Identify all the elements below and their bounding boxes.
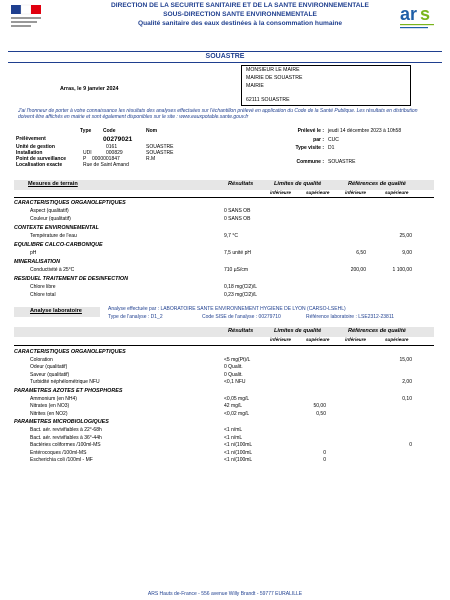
meta-prelevement-code: 00279021	[103, 136, 133, 143]
terrain-row-label: Chlore total	[30, 292, 56, 298]
address-line-4: 62111 SOUASTRE	[246, 97, 290, 103]
meta-commune-val: SOUASTRE	[328, 159, 356, 165]
labo-row-label: Coloration	[30, 356, 53, 363]
ars-logo	[398, 0, 438, 34]
meta-point-label: Point de surveillance	[16, 156, 67, 162]
labo-row-label: Entérocoques /100ml-MS	[30, 449, 87, 456]
address-line-3: MAIRIE	[246, 83, 264, 89]
terrain-col-resultats: Résultats	[228, 181, 254, 187]
labo-row-value: <0,05 mg/L	[224, 395, 250, 402]
labo-row-label: Bactéries coliformes /100ml-MS	[30, 442, 101, 449]
meta-type-visite-label: Type visite :	[295, 145, 324, 151]
meta-col-type: Type	[80, 128, 92, 134]
address-line-1: MONSIEUR LE MAIRE	[246, 67, 300, 73]
terrain-title: Mesures de terrain	[28, 181, 78, 187]
meta-preleve-label: Prélevé le :	[297, 128, 324, 134]
terrain-row-value: 9,7 °C	[224, 233, 238, 239]
meta-col-code: Code	[103, 128, 116, 134]
meta-localisation-val: Rue de Saint Amand	[83, 162, 129, 168]
terrain-row-ref-sup: 1 100,00	[392, 267, 412, 273]
labo-row-limit-sup: 50,00	[313, 403, 326, 410]
meta-point-code: 0000001847	[92, 156, 120, 162]
labo-row-value: <0,02 mg/L	[224, 410, 250, 417]
terrain-col-limites: Limites de qualité	[274, 181, 322, 187]
terrain-row-value: 7,5 unité pH	[224, 250, 251, 256]
labo-row-label: Turbidité néphélométrique NFU	[30, 379, 100, 386]
terrain-row-ref-sup: 9,00	[402, 250, 412, 256]
terrain-row-label: Température de l'eau	[30, 233, 77, 239]
terrain-row-label: Aspect (qualitatif)	[30, 208, 69, 214]
terrain-section-title: CONTEXTE ENVIRONNEMENTAL	[14, 225, 99, 231]
meta-point-nom: R.M	[146, 156, 156, 162]
terrain-row-label: Couleur (qualitatif)	[30, 216, 71, 222]
labo-row-ref-sup: 0,10	[402, 395, 412, 402]
terrain-row-value: 0 SANS OB	[224, 208, 251, 214]
labo-section-title: PARAMETRES AZOTES ET PHOSPHORES	[14, 388, 123, 394]
svg-text:ar: ar	[400, 4, 418, 24]
labo-col-limites: Limites de qualité	[274, 328, 322, 334]
labo-row-value: 0 Qualit.	[224, 371, 243, 378]
labo-row-value: 0 Qualit.	[224, 364, 243, 371]
terrain-row-ref-inf: 200,00	[350, 267, 366, 273]
meta-unite-label: Unité de gestion	[16, 144, 55, 150]
labo-section-title: CARACTERISTIQUES ORGANOLEPTIQUES	[14, 349, 126, 355]
meta-par-label: par :	[313, 137, 324, 143]
terrain-row-value: 0,18 mg(Cl2)/L	[224, 284, 258, 290]
labo-row-value: <1 n/(100mL	[224, 442, 253, 449]
terrain-row-value: 0,23 mg(Cl2)/L	[224, 292, 258, 298]
terrain-sub-sup-refs: supérieure	[385, 190, 409, 195]
labo-row-value: <5 mg(Pt)/L	[224, 356, 251, 363]
meta-par-val: CUC	[328, 137, 339, 143]
meta-installation-nom: SOUASTRE	[146, 150, 174, 156]
meta-point-type: P	[83, 156, 87, 162]
labo-sub-inf-limites: inférieure	[270, 337, 291, 342]
labo-sub-inf-refs: inférieure	[345, 337, 366, 342]
meta-localisation-label: Localisation exacte	[16, 162, 63, 168]
terrain-row-label: pH	[30, 250, 37, 256]
terrain-section-title: EQUILIBRE CALCO-CARBONIQUE	[14, 242, 103, 248]
meta-prelevement-label: Prélèvement	[16, 136, 46, 142]
labo-sub-sup-limites: supérieure	[306, 337, 330, 342]
labo-row-label: Nitrates (en NO3)	[30, 403, 70, 410]
intro-paragraph: J'ai l'honneur de porter à votre connaissance les résultats des analyses effectuées sur l'échantillon prélevé en application du Code de la Santé Publique. Les résultats en distribution doivent être affichés en mairie et sont également disponibles sur le site : www.eauxpotable.sante.gouv.fr	[18, 108, 418, 121]
labo-row-label: Escherichia coli /100ml - MF	[30, 457, 93, 464]
address-line-2: MAIRIE DE SOUASTRE	[246, 75, 303, 81]
header-line-2: SOUS-DIRECTION SANTE ENVIRONNEMENTALE	[163, 11, 317, 18]
labo-line-2b: Code SISE de l'analyse : 00279710	[202, 314, 281, 320]
terrain-row-ref-inf: 6,50	[356, 250, 366, 256]
meta-unite-nom: SOUASTRE	[146, 144, 174, 150]
terrain-section-title: RESIDUEL TRAITEMENT DE DESINFECTION	[14, 276, 129, 282]
svg-text:s: s	[420, 4, 431, 24]
labo-row-value: <0,1 NFU	[224, 379, 246, 386]
labo-row-value: 42 mg/L	[224, 403, 243, 410]
header-line-3: Qualité sanitaire des eaux destinées à la consommation humaine	[137, 20, 343, 27]
labo-line-2: Type de l'analyse : D1_2	[108, 314, 163, 320]
meta-commune-label: Commune :	[296, 159, 324, 165]
labo-row-value: <1 n/mL	[224, 427, 243, 433]
labo-sub-sup-refs: supérieure	[385, 337, 409, 342]
labo-col-resultats: Résultats	[228, 328, 254, 334]
labo-row-label: Ammonium (en NH4)	[30, 395, 77, 402]
meta-installation-type: UDI	[83, 150, 92, 156]
labo-row-label: Bact. aér. revivifiables à 36°-44h	[30, 434, 102, 441]
footer-address: ARS Hauts de-France - 556 avenue Willy Brandt - 59777 EURALILLE	[147, 591, 303, 597]
labo-row-ref-sup: 0	[409, 442, 412, 449]
meta-installation-code: 000829	[106, 150, 123, 156]
labo-row-label: Nitrites (en NO2)	[30, 410, 68, 417]
terrain-sub-inf-limites: inférieure	[270, 190, 291, 195]
meta-type-visite-val: D1	[328, 145, 335, 151]
terrain-row-value: 710 µS/cm	[224, 267, 249, 273]
terrain-row-ref-sup: 25,00	[399, 233, 412, 239]
labo-row-label: Saveur (qualitatif)	[30, 371, 70, 378]
address-block	[241, 65, 411, 106]
labo-row-label: Bact. aér. revivifiables à 22°-68h	[30, 427, 102, 433]
labo-row-value: <1 n/(100mL	[224, 449, 253, 456]
prefet-logo	[10, 4, 50, 30]
labo-row-limit-sup: 0,50	[316, 410, 326, 417]
labo-row-ref-sup: 2,00	[402, 379, 412, 386]
ars-logo-icon	[398, 0, 438, 34]
labo-row-limit-sup: 0	[323, 449, 326, 456]
commune-banner: SOUASTRE	[205, 53, 245, 60]
labo-line-2c: Référence laboratoire : LSE2312-23811	[306, 314, 395, 320]
labo-row-label: Odeur (qualitatif)	[30, 364, 68, 371]
labo-row-limit-sup: 0	[323, 457, 326, 464]
labo-col-references: Références de qualité	[348, 328, 406, 334]
labo-section-title: PARAMETRES MICROBIOLOGIQUES	[14, 419, 109, 426]
terrain-row-label: Conductivité à 25°C	[30, 267, 75, 273]
terrain-row-value: 0 SANS OB	[224, 216, 251, 222]
terrain-sub-inf-refs: inférieure	[345, 190, 366, 195]
meta-unite-code: 0161	[106, 144, 118, 150]
header-line-1: DIRECTION DE LA SECURITE SANITAIRE ET DE LA SANTE ENVIRONNEMENTALE	[111, 2, 369, 9]
place-date: Arras, le 9 janvier 2024	[60, 86, 119, 92]
meta-preleve-val: jeudi 14 décembre 2023 à 10h58	[328, 128, 402, 134]
meta-col-nom: Nom	[146, 128, 158, 134]
terrain-col-references: Références de qualité	[348, 181, 406, 187]
labo-row-value: <1 n/mL	[224, 434, 243, 441]
labo-title: Analyse laboratoire	[30, 308, 82, 314]
terrain-section-title: CARACTERISTIQUES ORGANOLEPTIQUES	[14, 200, 126, 206]
terrain-section-title: MINERALISATION	[14, 259, 61, 265]
labo-row-value: <1 n/(100mL	[224, 457, 253, 464]
marianne-flag-icon	[10, 4, 50, 30]
terrain-sub-sup-limites: supérieure	[306, 190, 330, 195]
meta-installation-label: Installation	[16, 150, 43, 156]
labo-row-ref-sup: 15,00	[399, 356, 412, 363]
labo-line-1: Analyse effectuée par : LABORATOIRE SANTE ENVIRONNEMENT HYGIENE DE LYON (CARSO-LSEHL)	[108, 306, 346, 312]
terrain-row-label: Chlore libre	[30, 284, 56, 290]
